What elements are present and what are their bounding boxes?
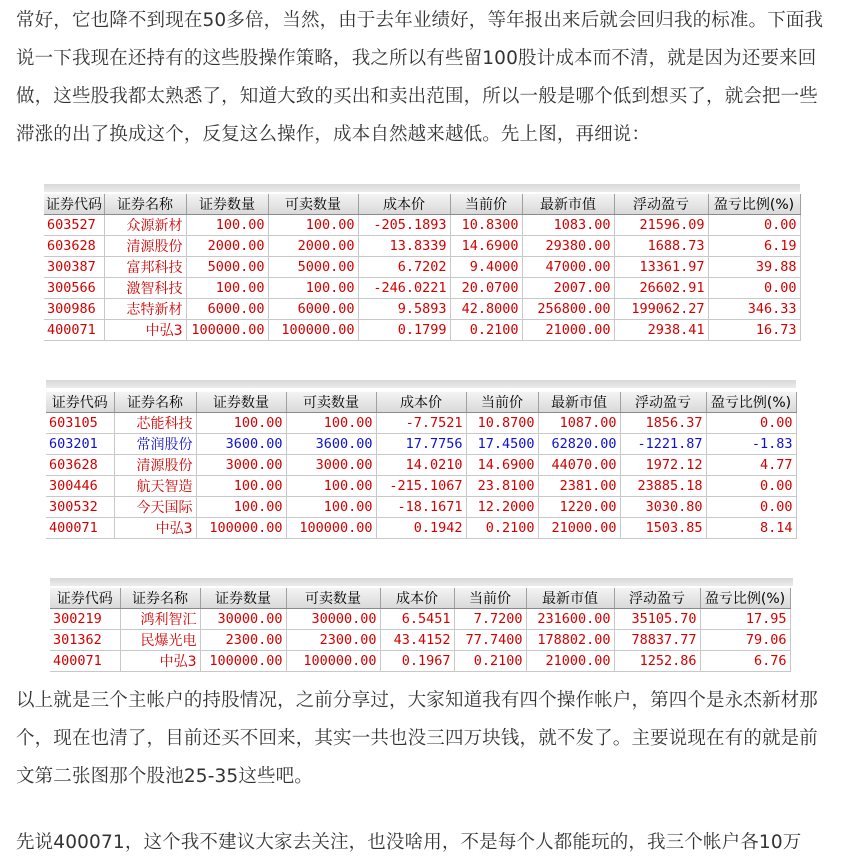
cell-pnl-ratio: 0.00 bbox=[706, 497, 796, 518]
holdings-table-3 bbox=[50, 588, 791, 672]
cell-floating-pnl: 199062.27 bbox=[614, 299, 708, 320]
cell-quantity: 100000.00 bbox=[200, 651, 286, 672]
column-header-quantity[interactable]: 证券数量 bbox=[186, 194, 268, 215]
cell-floating-pnl: 1972.12 bbox=[620, 455, 706, 476]
cell-name: 激智科技 bbox=[104, 278, 186, 299]
header-row bbox=[46, 392, 796, 413]
cell-price: 14.6900 bbox=[450, 236, 522, 257]
cell-quantity: 100.00 bbox=[186, 215, 268, 236]
cell-code: 400071 bbox=[46, 518, 114, 539]
cell-market-value: 2007.00 bbox=[522, 278, 614, 299]
cell-name: 清源股份 bbox=[114, 455, 196, 476]
cell-price: 42.8000 bbox=[450, 299, 522, 320]
table-row[interactable] bbox=[44, 299, 800, 320]
column-header-sellable[interactable]: 可卖数量 bbox=[286, 588, 380, 609]
table-row[interactable] bbox=[44, 215, 800, 236]
cell-floating-pnl: 23885.18 bbox=[620, 476, 706, 497]
column-header-price[interactable]: 当前价 bbox=[450, 194, 522, 215]
cell-name: 鸿利智汇 bbox=[120, 609, 200, 630]
table-row[interactable] bbox=[46, 455, 796, 476]
cell-price: 77.7400 bbox=[454, 630, 526, 651]
cell-name: 中弘3 bbox=[114, 518, 196, 539]
detail-paragraph: 先说400071，这个我不建议大家去关注，也没啥用，不是每个人都能玩的，我三个帐户各10万 bbox=[16, 832, 802, 853]
cell-sellable: 6000.00 bbox=[268, 299, 358, 320]
cell-sellable: 2300.00 bbox=[286, 630, 380, 651]
cell-sellable: 2000.00 bbox=[268, 236, 358, 257]
column-header-cost[interactable]: 成本价 bbox=[376, 392, 466, 413]
cell-quantity: 100.00 bbox=[186, 278, 268, 299]
cell-code: 603628 bbox=[44, 236, 104, 257]
holdings-table-1-wrap bbox=[44, 184, 800, 350]
cell-sellable: 100.00 bbox=[286, 413, 376, 434]
cell-cost: 14.0210 bbox=[376, 455, 466, 476]
cell-code: 300219 bbox=[50, 609, 120, 630]
cell-cost: -215.1067 bbox=[376, 476, 466, 497]
cell-pnl-ratio: 6.76 bbox=[700, 651, 790, 672]
cell-floating-pnl: 78837.77 bbox=[614, 630, 700, 651]
holdings-table-2 bbox=[46, 392, 797, 539]
cell-market-value: 21000.00 bbox=[538, 518, 620, 539]
cell-name: 众源新材 bbox=[104, 215, 186, 236]
cell-floating-pnl: 1252.86 bbox=[614, 651, 700, 672]
cell-quantity: 3600.00 bbox=[196, 434, 286, 455]
column-header-price[interactable]: 当前价 bbox=[454, 588, 526, 609]
cell-name: 航天智造 bbox=[114, 476, 196, 497]
cell-floating-pnl: 3030.80 bbox=[620, 497, 706, 518]
table-row[interactable] bbox=[50, 651, 790, 672]
cell-floating-pnl: 26602.91 bbox=[614, 278, 708, 299]
cell-price: 7.7200 bbox=[454, 609, 526, 630]
column-header-name[interactable]: 证券名称 bbox=[114, 392, 196, 413]
cell-quantity: 100.00 bbox=[196, 497, 286, 518]
table-row[interactable] bbox=[46, 434, 796, 455]
cell-name: 中弘3 bbox=[104, 320, 186, 341]
column-header-quantity[interactable]: 证券数量 bbox=[200, 588, 286, 609]
cell-quantity: 2300.00 bbox=[200, 630, 286, 651]
column-header-market-value[interactable]: 最新市值 bbox=[538, 392, 620, 413]
column-header-sellable[interactable]: 可卖数量 bbox=[268, 194, 358, 215]
cell-cost: 6.7202 bbox=[358, 257, 450, 278]
cell-price: 23.8100 bbox=[466, 476, 538, 497]
cell-cost: 6.5451 bbox=[380, 609, 454, 630]
cell-sellable: 100.00 bbox=[286, 476, 376, 497]
cell-code: 603628 bbox=[46, 455, 114, 476]
cell-quantity: 30000.00 bbox=[200, 609, 286, 630]
cell-market-value: 1083.00 bbox=[522, 215, 614, 236]
cell-sellable: 100.00 bbox=[286, 497, 376, 518]
cell-market-value: 231600.00 bbox=[526, 609, 614, 630]
cell-price: 0.2100 bbox=[466, 518, 538, 539]
cell-name: 中弘3 bbox=[120, 651, 200, 672]
cell-sellable: 100000.00 bbox=[286, 651, 380, 672]
cell-sellable: 100.00 bbox=[268, 278, 358, 299]
table-row[interactable] bbox=[46, 518, 796, 539]
cell-sellable: 3600.00 bbox=[286, 434, 376, 455]
cell-price: 20.0700 bbox=[450, 278, 522, 299]
cell-pnl-ratio: 346.33 bbox=[708, 299, 800, 320]
cell-code: 603201 bbox=[46, 434, 114, 455]
cell-floating-pnl: -1221.87 bbox=[620, 434, 706, 455]
cell-price: 14.6900 bbox=[466, 455, 538, 476]
cell-floating-pnl: 1503.85 bbox=[620, 518, 706, 539]
cell-sellable: 100000.00 bbox=[286, 518, 376, 539]
column-header-cost[interactable]: 成本价 bbox=[358, 194, 450, 215]
cell-market-value: 21000.00 bbox=[522, 320, 614, 341]
cell-cost: 17.7756 bbox=[376, 434, 466, 455]
cell-sellable: 100.00 bbox=[268, 215, 358, 236]
column-header-pnl-ratio[interactable]: 盈亏比例(%) bbox=[706, 392, 796, 413]
column-header-floating-pnl[interactable]: 浮动盈亏 bbox=[614, 194, 708, 215]
cell-quantity: 3000.00 bbox=[196, 455, 286, 476]
cell-cost: -246.0221 bbox=[358, 278, 450, 299]
table-row[interactable] bbox=[44, 257, 800, 278]
cell-code: 300566 bbox=[44, 278, 104, 299]
cell-floating-pnl: 21596.09 bbox=[614, 215, 708, 236]
column-header-floating-pnl[interactable]: 浮动盈亏 bbox=[620, 392, 706, 413]
column-header-code[interactable]: 证券代码 bbox=[50, 588, 120, 609]
cell-cost: 13.8339 bbox=[358, 236, 450, 257]
table-row[interactable] bbox=[50, 630, 790, 651]
cell-quantity: 5000.00 bbox=[186, 257, 268, 278]
cell-price: 0.2100 bbox=[454, 651, 526, 672]
cell-code: 300532 bbox=[46, 497, 114, 518]
holdings-table-2-wrap bbox=[46, 380, 796, 548]
cell-price: 17.4500 bbox=[466, 434, 538, 455]
cell-cost: -205.1893 bbox=[358, 215, 450, 236]
cell-market-value: 21000.00 bbox=[526, 651, 614, 672]
cell-price: 12.2000 bbox=[466, 497, 538, 518]
table-row[interactable] bbox=[46, 413, 796, 434]
cell-cost: 0.1799 bbox=[358, 320, 450, 341]
cell-pnl-ratio: 0.00 bbox=[706, 476, 796, 497]
cell-market-value: 1087.00 bbox=[538, 413, 620, 434]
cell-code: 300446 bbox=[46, 476, 114, 497]
cell-pnl-ratio: -1.83 bbox=[706, 434, 796, 455]
cell-market-value: 2381.00 bbox=[538, 476, 620, 497]
table-row[interactable] bbox=[46, 497, 796, 518]
cell-floating-pnl: 1856.37 bbox=[620, 413, 706, 434]
cell-floating-pnl: 13361.97 bbox=[614, 257, 708, 278]
cell-market-value: 29380.00 bbox=[522, 236, 614, 257]
cell-sellable: 3000.00 bbox=[286, 455, 376, 476]
cell-quantity: 100.00 bbox=[196, 476, 286, 497]
column-header-pnl-ratio[interactable]: 盈亏比例(%) bbox=[708, 194, 800, 215]
cell-pnl-ratio: 17.95 bbox=[700, 609, 790, 630]
cell-price: 9.4000 bbox=[450, 257, 522, 278]
column-header-name[interactable]: 证券名称 bbox=[120, 588, 200, 609]
header-row bbox=[44, 194, 800, 215]
table-row[interactable] bbox=[46, 476, 796, 497]
cell-pnl-ratio: 39.88 bbox=[708, 257, 800, 278]
cell-pnl-ratio: 0.00 bbox=[708, 215, 800, 236]
cell-floating-pnl: 1688.73 bbox=[614, 236, 708, 257]
cell-market-value: 47000.00 bbox=[522, 257, 614, 278]
cell-market-value: 256800.00 bbox=[522, 299, 614, 320]
table-row[interactable] bbox=[44, 278, 800, 299]
cell-quantity: 100.00 bbox=[196, 413, 286, 434]
cell-quantity: 2000.00 bbox=[186, 236, 268, 257]
column-header-code[interactable]: 证券代码 bbox=[44, 194, 104, 215]
cell-name: 芯能科技 bbox=[114, 413, 196, 434]
cell-sellable: 100000.00 bbox=[268, 320, 358, 341]
cell-name: 今天国际 bbox=[114, 497, 196, 518]
cell-pnl-ratio: 0.00 bbox=[708, 278, 800, 299]
column-header-pnl-ratio[interactable]: 盈亏比例(%) bbox=[700, 588, 790, 609]
cell-pnl-ratio: 6.19 bbox=[708, 236, 800, 257]
cell-pnl-ratio: 16.73 bbox=[708, 320, 800, 341]
cell-quantity: 6000.00 bbox=[186, 299, 268, 320]
cell-name: 志特新材 bbox=[104, 299, 186, 320]
cell-code: 400071 bbox=[50, 651, 120, 672]
column-header-sellable[interactable]: 可卖数量 bbox=[286, 392, 376, 413]
summary-paragraph: 以上就是三个主帐户的持股情况，之前分享过，大家知道我有四个操作帐户，第四个是永杰新材那个，现在也清了，目前还买不回来，其实一共也没三四万块钱，就不发了。主要说现在有的就是前文第二张图那个股池25-35这些吧。 bbox=[16, 690, 818, 787]
column-header-code[interactable]: 证券代码 bbox=[46, 392, 114, 413]
header-row bbox=[50, 588, 790, 609]
cell-market-value: 178802.00 bbox=[526, 630, 614, 651]
cell-market-value: 1220.00 bbox=[538, 497, 620, 518]
table-row[interactable] bbox=[50, 609, 790, 630]
cell-floating-pnl: 2938.41 bbox=[614, 320, 708, 341]
cell-cost: 0.1967 bbox=[380, 651, 454, 672]
cell-cost: -7.7521 bbox=[376, 413, 466, 434]
cell-market-value: 62820.00 bbox=[538, 434, 620, 455]
cell-quantity: 100000.00 bbox=[186, 320, 268, 341]
table-row[interactable] bbox=[44, 236, 800, 257]
cell-pnl-ratio: 8.14 bbox=[706, 518, 796, 539]
cell-price: 0.2100 bbox=[450, 320, 522, 341]
cell-code: 603527 bbox=[44, 215, 104, 236]
cell-sellable: 30000.00 bbox=[286, 609, 380, 630]
column-header-floating-pnl[interactable]: 浮动盈亏 bbox=[614, 588, 700, 609]
cell-code: 400071 bbox=[44, 320, 104, 341]
column-header-cost[interactable]: 成本价 bbox=[380, 588, 454, 609]
cell-code: 300387 bbox=[44, 257, 104, 278]
intro-paragraph: 常好，它也降不到现在50多倍，当然，由于去年业绩好，等年报出来后就会回归我的标准。下面我说一下我现在还持有的这些股操作策略，我之所以有些留100股计成本而不清，就是因为还要来回做，这些股我都太熟悉了，知道大致的买出和卖出范围，所以一般是哪个低到想买了，就会把一些滞涨的出了换成这个，反复这么操作，成本自然越来越低。先上图，再细说： bbox=[16, 10, 824, 145]
cell-market-value: 44070.00 bbox=[538, 455, 620, 476]
cell-name: 民爆光电 bbox=[120, 630, 200, 651]
cell-name: 富邦科技 bbox=[104, 257, 186, 278]
column-header-price[interactable]: 当前价 bbox=[466, 392, 538, 413]
cell-quantity: 100000.00 bbox=[196, 518, 286, 539]
column-header-name[interactable]: 证券名称 bbox=[104, 194, 186, 215]
column-header-quantity[interactable]: 证券数量 bbox=[196, 392, 286, 413]
cell-pnl-ratio: 79.06 bbox=[700, 630, 790, 651]
cell-code: 300986 bbox=[44, 299, 104, 320]
cell-pnl-ratio: 0.00 bbox=[706, 413, 796, 434]
cell-price: 10.8700 bbox=[466, 413, 538, 434]
cell-code: 301362 bbox=[50, 630, 120, 651]
cell-code: 603105 bbox=[46, 413, 114, 434]
column-header-market-value[interactable]: 最新市值 bbox=[522, 194, 614, 215]
cell-sellable: 5000.00 bbox=[268, 257, 358, 278]
cell-pnl-ratio: 4.77 bbox=[706, 455, 796, 476]
cell-name: 常润股份 bbox=[114, 434, 196, 455]
holdings-table-3-wrap bbox=[50, 578, 793, 680]
cell-cost: 43.4152 bbox=[380, 630, 454, 651]
cell-cost: 9.5893 bbox=[358, 299, 450, 320]
column-header-market-value[interactable]: 最新市值 bbox=[526, 588, 614, 609]
cell-cost: 0.1942 bbox=[376, 518, 466, 539]
cell-name: 清源股份 bbox=[104, 236, 186, 257]
cell-price: 10.8300 bbox=[450, 215, 522, 236]
cell-cost: -18.1671 bbox=[376, 497, 466, 518]
holdings-table-1 bbox=[44, 194, 801, 341]
table-row[interactable] bbox=[44, 320, 800, 341]
cell-floating-pnl: 35105.70 bbox=[614, 609, 700, 630]
